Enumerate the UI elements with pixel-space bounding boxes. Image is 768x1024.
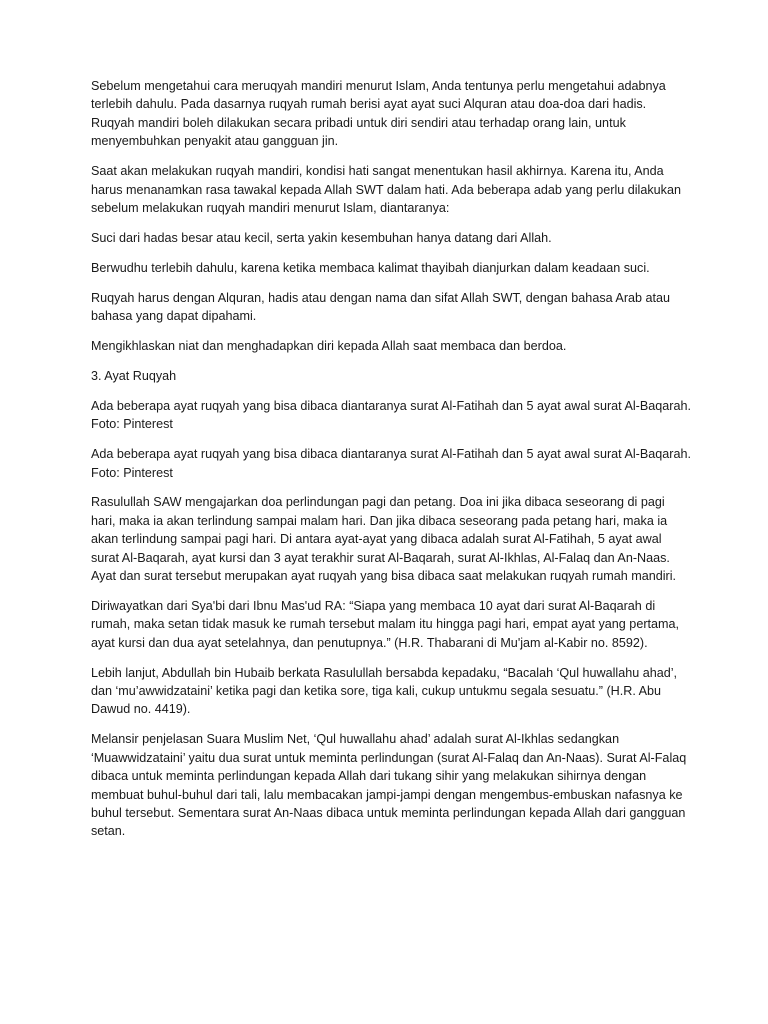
paragraph-doa-perlindungan: Rasulullah SAW mengajarkan doa perlindungan pagi dan petang. Doa ini jika dibaca seseorang di pagi hari, maka ia akan terlindung sampai malam hari. Dan jika dibaca seseorang pada petang hari, maka ia akan terlindung sampai pagi hari. Di antara ayat-ayat yang dibaca adalah surat Al-Fatihah, 5 ayat awal surat Al-Baqarah, ayat kursi dan 3 ayat terakhir surat Al-Baqarah, surat Al-Ikhlas, Al-Falaq dan An-Naas. Ayat dan surat tersebut merupakan ayat ruqyah yang bisa dibaca saat melakukan ruqyah rumah mandiri.	[91, 495, 677, 584]
paragraph-alquran: Ruqyah harus dengan Alquran, hadis atau dengan nama dan sifat Allah SWT, dengan bahasa Arab atau bahasa yang dapat dipahami.	[91, 290, 671, 324]
paragraph-hadis-abu-dawud: Lebih lanjut, Abdullah bin Hubaib berkata Rasulullah bersabda kepadaku, “Bacalah ‘Qul huwallahu ahad’, dan ‘mu’awwidzataini’ ketika pagi dan ketika sore, tiga kali, cukup untukmu segala sesuatu.” (H.R. Abu Dawud no. 4419).	[91, 665, 678, 717]
photo-caption-repeat: Ada beberapa ayat ruqyah yang bisa dibaca diantaranya surat Al-Fatihah dan 5 ayat awal surat Al-Baqarah. Foto: Pinterest	[91, 447, 691, 480]
document-body	[91, 77, 691, 852]
paragraph-suara-muslim: Melansir penjelasan Suara Muslim Net, ‘Qul huwallahu ahad’ adalah surat Al-Ikhlas sedangkan ‘Muawwidzataini’ yaitu dua surat untuk meminta perlindungan (surat Al-Falaq dan An-Naas). Surat Al-Falaq dibaca untuk meminta perlindungan kepada Allah dari tukang sihir yang melakukan sihirnya dengan membuat buhul-buhul dari tali, lalu membacakan jampi-jampi dengan mengembus-embuskan nafasnya ke buhul tersebut. Sementara surat An-Naas dibaca untuk meminta perlindungan kepada Allah dari gangguan setan.	[91, 732, 687, 839]
paragraph-adab-intro: Sebelum mengetahui cara meruqyah mandiri menurut Islam, Anda tentunya perlu mengetahui adabnya terlebih dahulu. Pada dasarnya ruqyah rumah berisi ayat ayat suci Alquran atau doa-doa dari hadis. Ruqyah mandiri boleh dilakukan secara pribadi untuk diri sendiri atau terhadap orang lain, untuk menyembuhkan penyakit atau gangguan jin.	[91, 79, 666, 149]
section-heading-ayat-ruqyah: 3. Ayat Ruqyah	[91, 368, 177, 383]
photo-caption: Ada beberapa ayat ruqyah yang bisa dibaca diantaranya surat Al-Fatihah dan 5 ayat awal surat Al-Baqarah. Foto: Pinterest	[91, 398, 691, 432]
paragraph-berwudhu: Berwudhu terlebih dahulu, karena ketika membaca kalimat thayibah dianjurkan dalam keadaan suci.	[91, 260, 650, 275]
paragraph-ikhlas: Mengikhlaskan niat dan menghadapkan diri kepada Allah saat membaca dan berdoa.	[91, 338, 567, 353]
paragraph-hadis-ibnu-masud: Diriwayatkan dari Sya'bi dari Ibnu Mas'ud RA: “Siapa yang membaca 10 ayat dari surat Al-Baqarah di rumah, maka setan tidak masuk ke rumah tersebut malam itu hingga pagi hari, empat ayat yang pertama, ayat kursi dan dua ayat setelahnya, dan penutupnya.” (H.R. Thabarani di Mu'jam al-Kabir no. 8592).	[91, 598, 680, 650]
paragraph-kondisi-hati: Saat akan melakukan ruqyah mandiri, kondisi hati sangat menentukan hasil akhirnya. Karena itu, Anda harus menanamkan rasa tawakal kepada Allah SWT dalam hati. Ada beberapa adab yang perlu dilakukan sebelum melakukan ruqyah mandiri menurut Islam, diantaranya:	[91, 164, 681, 215]
paragraph-suci: Suci dari hadas besar atau kecil, serta yakin kesembuhan hanya datang dari Allah.	[91, 230, 552, 245]
